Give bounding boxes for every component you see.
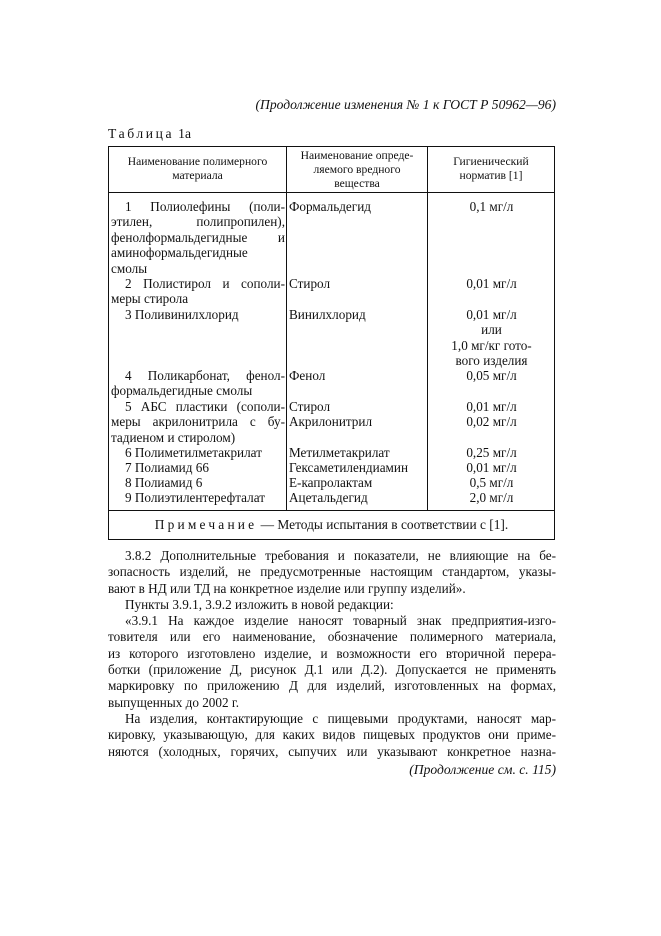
- table-row-norm: 0,1 мг/л: [469, 199, 514, 214]
- table-row-substance: Гексаметилендиамин: [289, 460, 409, 475]
- table-row-substance: Фенол: [289, 368, 326, 383]
- table-row-substance: Е-капролактам: [289, 475, 373, 490]
- body-line: 3.8.2 Дополнительные требования и показатели, не влияющие на бе-: [125, 548, 556, 563]
- table-row-material: 4 Поликарбонат, фенол- формальдегидные смолы: [111, 368, 285, 399]
- table-row-substance: Стирол Акрилонитрил: [289, 399, 373, 430]
- body-line: кировку, указывающую, для каких видов пищевых продуктов они приме-: [108, 727, 556, 743]
- table-row-material: 8 Полиамид 6: [125, 475, 203, 490]
- table-row-substance: Винилхлорид: [289, 307, 366, 322]
- column-header-substance: Наименование опреде- ляемого вредного вещества: [300, 149, 414, 190]
- continuation-footer: (Продолжение см. с. 115): [409, 762, 556, 777]
- body-line: «3.9.1 На каждое изделие наносят товарный знак предприятия-изго-: [125, 613, 556, 629]
- body-line: ботки (приложение Д, рисунок Д.1 или Д.2). Допускается не применять: [108, 662, 556, 678]
- table-caption-number: 1а: [178, 126, 191, 141]
- body-line: из которого изготовлено изделие, и возможности его вторичной перера-: [108, 645, 556, 661]
- table-row-material: 2 Полистирол и сополи- меры стирола: [111, 276, 285, 307]
- body-line: выпущенных до 2002 г.: [108, 694, 240, 710]
- table-row-norm: 0,01 мг/л: [466, 276, 517, 291]
- table-row-norm: 2,0 мг/л: [469, 490, 514, 505]
- table-row-substance: Формальдегид: [289, 199, 371, 214]
- table-row-substance: Ацетальдегид: [289, 490, 368, 505]
- table-row-material: 5 АБС пластики (сополи- меры акрилонитрила с бу- тадиеном и стиролом): [111, 399, 285, 445]
- table-row-norm: 0,01 мг/л или 1,0 мг/кг гото- вого изделия: [451, 307, 532, 369]
- continuation-header: (Продолжение изменения № 1 к ГОСТ Р 50962—96): [255, 97, 556, 112]
- table-row-norm: 0,25 мг/л: [466, 445, 517, 460]
- table-row-material: 1 Полиолефины (поли- этилен, полипропилен), фенолформальдегидные и аминоформальдегидные смолы: [111, 199, 285, 276]
- column-divider: [427, 147, 428, 510]
- body-text: [108, 548, 556, 760]
- table-caption-label: Таблица: [108, 126, 175, 141]
- table-row-norm: 0,5 мг/л: [469, 475, 514, 490]
- table-row-norm: 0,01 мг/л 0,02 мг/л: [466, 399, 517, 430]
- table-row-material: 3 Поливинилхлорид: [125, 307, 239, 322]
- column-divider: [286, 147, 287, 510]
- note-divider: [109, 510, 554, 511]
- table-note: [109, 517, 554, 533]
- table-caption: [108, 126, 191, 142]
- table-row-material: 6 Полиметилметакрилат: [125, 445, 262, 460]
- column-header-norm: Гигиенический норматив [1]: [453, 155, 529, 182]
- table-row-norm: 0,01 мг/л: [466, 460, 517, 475]
- table-note-label: Примечание: [154, 517, 258, 532]
- body-line: На изделия, контактирующие с пищевыми продуктами, наносят мар-: [125, 710, 556, 726]
- table-row-norm: 0,05 мг/л: [466, 368, 517, 383]
- body-line: няются (холодных, горячих, сыпучих или указывают конкретное назна-: [108, 743, 556, 759]
- body-line: маркировку по приложению Д для изделий, изготовленных на формах,: [108, 678, 556, 694]
- header-divider: [109, 192, 554, 193]
- hygiene-standards-table: [108, 146, 555, 540]
- table-row-material: 7 Полиамид 66: [125, 460, 209, 475]
- body-line: вают в НД или ТД на конкретное изделие или группу изделий».: [108, 580, 466, 596]
- table-row-substance: Стирол: [289, 276, 331, 291]
- table-row-substance: Метилметакрилат: [289, 445, 390, 460]
- table-row-material: 9 Полиэтилентерефталат: [125, 490, 265, 505]
- body-line: зопасность изделий, не предусмотренные настоящим стандартом, указы-: [108, 564, 556, 580]
- body-line: Пункты 3.9.1, 3.9.2 изложить в новой редакции:: [125, 596, 394, 612]
- column-header-material: Наименование полимерного материала: [127, 155, 268, 182]
- body-line: товителя или его наименование, обозначение полимерного материала,: [108, 629, 556, 645]
- table-note-text: — Методы испытания в соответствии с [1].: [257, 517, 509, 532]
